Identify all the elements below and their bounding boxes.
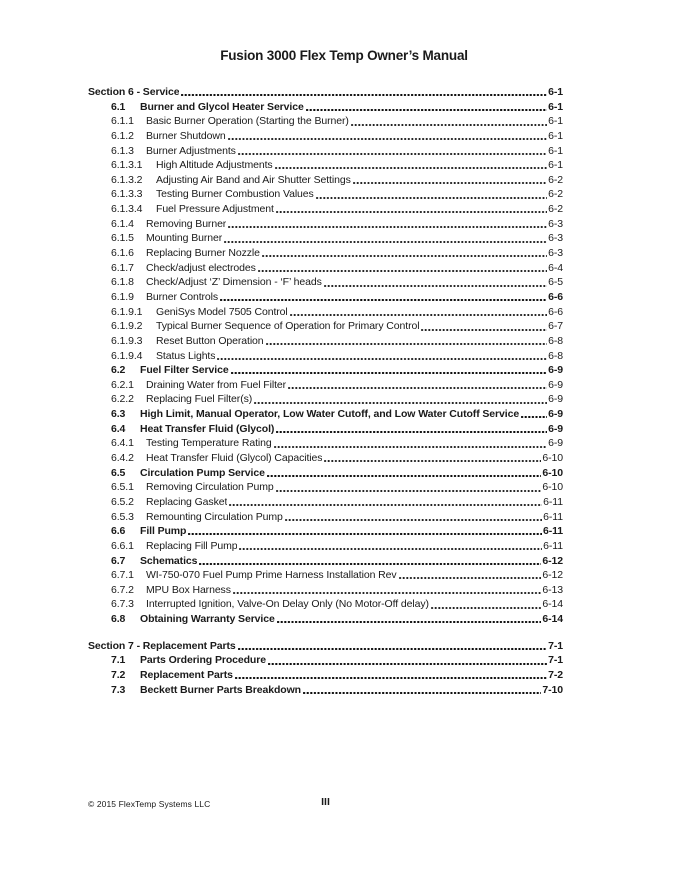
toc-entry-number: 6.1.4: [111, 217, 134, 230]
toc-entry: [88, 568, 563, 583]
toc-entry-page: 6-7: [548, 320, 563, 333]
toc-entry-label: Burner Shutdown: [146, 129, 226, 142]
table-of-contents: [88, 85, 563, 697]
toc-entry-label: Mounting Burner: [146, 232, 223, 245]
toc-entry-page: 6-11: [543, 495, 563, 508]
toc-entry-page: 6-1: [548, 115, 563, 128]
toc-entry-number: 6.5: [111, 466, 126, 479]
document-title: Fusion 3000 Flex Temp Owner’s Manual: [220, 48, 468, 63]
toc-entry-number: 6.1.9.1: [111, 305, 143, 318]
toc-entry-page: 6-1: [548, 129, 563, 142]
toc-entry-page: 6-1: [548, 86, 563, 98]
toc-entry: [88, 407, 563, 422]
toc-leader-dots: [277, 621, 542, 623]
toc-entry: [88, 436, 563, 451]
toc-entry: [88, 510, 563, 525]
toc-entry-number: 6.1.3: [111, 144, 134, 157]
toc-entry: [88, 539, 563, 554]
toc-leader-dots: [353, 182, 547, 184]
toc-entry: [88, 231, 563, 246]
toc-leader-dots: [268, 663, 547, 665]
toc-entry-page: 6-2: [548, 188, 563, 201]
toc-entry-label: Burner Controls: [146, 290, 219, 303]
toc-entry: [88, 451, 563, 466]
toc-entry-label: GeniSys Model 7505 Control: [156, 305, 288, 318]
toc-entry: [88, 554, 563, 569]
toc-entry-number: 6.4.2: [111, 452, 134, 465]
toc-leader-dots: [324, 285, 547, 287]
toc-entry-label: Check/Adjust ‘Z’ Dimension - ‘F’ heads: [146, 276, 322, 289]
toc-entry: [88, 683, 563, 698]
toc-entry-number: 6.1.2: [111, 129, 134, 142]
toc-entry-number: 6.2.2: [111, 393, 134, 406]
toc-entry-number: 6.1.9: [111, 290, 134, 303]
toc-entry-page: 6-12: [542, 554, 563, 567]
toc-entry-number: 6.5.3: [111, 510, 134, 523]
toc-entry-page: 6-1: [548, 144, 563, 157]
toc-entry-label: Section 6 - Service: [88, 86, 180, 98]
toc-leader-dots: [188, 533, 542, 535]
toc-entry-page: 6-2: [548, 173, 563, 186]
toc-entry-label: Circulation Pump Service: [140, 466, 265, 479]
toc-leader-dots: [233, 592, 542, 594]
toc-entry-number: 6.1.1: [111, 115, 134, 128]
toc-entry-number: 6.1.8: [111, 276, 134, 289]
toc-entry-label: High Altitude Adjustments: [156, 159, 273, 172]
toc-entry-label: Burner Adjustments: [146, 144, 236, 157]
toc-entry-page: 6-13: [542, 583, 563, 596]
toc-leader-dots: [224, 241, 547, 243]
toc-leader-dots: [239, 548, 542, 550]
toc-leader-dots: [217, 358, 547, 360]
toc-entry-page: 6-1: [548, 100, 563, 113]
toc-leader-dots: [290, 314, 547, 316]
toc-leader-dots: [288, 387, 547, 389]
toc-entry-number: 6.1.5: [111, 232, 134, 245]
toc-entry-label: Schematics: [140, 554, 198, 567]
toc-entry: [88, 144, 563, 159]
toc-entry-page: 6-10: [542, 452, 563, 465]
toc-entry: [88, 422, 563, 437]
toc-entry-number: 6.8: [111, 613, 126, 626]
toc-entry-label: Removing Burner: [146, 217, 227, 230]
toc-entry-number: 6.7.2: [111, 583, 134, 596]
toc-entry-label: Parts Ordering Procedure: [140, 654, 266, 667]
toc-entry-page: 6-3: [548, 232, 563, 245]
toc-leader-dots: [229, 504, 542, 506]
toc-entry-page: 6-4: [548, 261, 563, 274]
toc-entry-label: Testing Temperature Rating: [146, 437, 272, 450]
toc-entry: [88, 583, 563, 598]
toc-entry-number: 6.1.3.2: [111, 173, 143, 186]
toc-entry: [88, 392, 563, 407]
toc-entry-number: 6.1.9.4: [111, 349, 143, 362]
toc-entry-number: 6.1.7: [111, 261, 134, 274]
toc-leader-dots: [306, 109, 547, 111]
toc-entry-number: 6.2: [111, 364, 126, 377]
toc-entry-page: 6-9: [548, 378, 563, 391]
toc-entry-label: Replacement Parts: [140, 668, 233, 681]
toc-entry: [88, 466, 563, 481]
toc-entry-page: 6-11: [543, 510, 563, 523]
toc-entry-label: Burner and Glycol Heater Service: [140, 100, 304, 113]
toc-entry-label: MPU Box Harness: [146, 583, 231, 596]
toc-entry-page: 7-1: [548, 654, 563, 667]
toc-entry-number: 7.3: [111, 683, 126, 696]
toc-entry-page: 6-3: [548, 247, 563, 260]
toc-entry-number: 6.4.1: [111, 437, 134, 450]
toc-entry: [88, 114, 563, 129]
toc-entry: [88, 363, 563, 378]
toc-entry-page: 6-5: [548, 276, 563, 289]
toc-entry-label: Replacing Fuel Filter(s): [146, 393, 253, 406]
toc-entry: [88, 85, 563, 100]
toc-leader-dots: [276, 431, 547, 433]
toc-entry-label: Interrupted Ignition, Valve-On Delay Only (No Motor-Off delay): [146, 598, 429, 611]
toc-entry-label: Draining Water from Fuel Filter: [146, 378, 287, 391]
toc-entry-page: 6-11: [542, 525, 563, 538]
toc-entry-label: Replacing Fill Pump: [146, 539, 238, 552]
toc-entry-label: Removing Circulation Pump: [146, 481, 274, 494]
toc-leader-dots: [431, 607, 542, 609]
toc-entry-label: Typical Burner Sequence of Operation for Primary Control: [156, 320, 420, 333]
toc-entry: [88, 290, 563, 305]
toc-entry: [88, 217, 563, 232]
toc-entry-number: 6.1.3.1: [111, 159, 143, 172]
toc-entry-page: 7-1: [548, 639, 563, 652]
toc-entry-number: 6.1: [111, 100, 126, 113]
footer-page-number: III: [321, 796, 330, 808]
toc-entry-page: 6-1: [548, 159, 563, 172]
toc-entry: [88, 524, 563, 539]
toc-leader-dots: [199, 563, 541, 565]
toc-entry: [88, 158, 563, 173]
toc-entry-page: 6-11: [543, 539, 563, 552]
toc-entry-label: Heat Transfer Fluid (Glycol) Capacities: [146, 452, 323, 465]
toc-leader-dots: [238, 153, 547, 155]
toc-entry-label: WI-750-070 Fuel Pump Prime Harness Installation Rev: [146, 569, 397, 582]
toc-entry-label: Testing Burner Combustion Values: [156, 188, 314, 201]
toc-leader-dots: [267, 475, 542, 477]
toc-entry-number: 7.1: [111, 654, 126, 667]
toc-entry-number: 6.1.9.3: [111, 334, 143, 347]
toc-entry-label: Heat Transfer Fluid (Glycol): [140, 422, 275, 435]
toc-entry-label: Replacing Gasket: [146, 495, 228, 508]
toc-entry-page: 6-6: [548, 305, 563, 318]
toc-entry-number: 6.7.1: [111, 569, 134, 582]
toc-leader-dots: [228, 138, 547, 140]
toc-entry-page: 6-10: [542, 481, 563, 494]
toc-leader-dots: [254, 402, 547, 404]
toc-entry-page: 6-6: [548, 290, 563, 303]
toc-entry-label: Section 7 - Replacement Parts: [88, 639, 236, 652]
toc-entry: [88, 129, 563, 144]
toc-entry-label: Remounting Circulation Pump: [146, 510, 283, 523]
toc-entry: [88, 480, 563, 495]
toc-entry-page: 6-8: [548, 349, 563, 362]
toc-entry: [88, 668, 563, 683]
toc-entry: [88, 275, 563, 290]
toc-entry-page: 6-9: [548, 408, 563, 421]
toc-leader-dots: [285, 519, 542, 521]
toc-leader-dots: [351, 124, 547, 126]
toc-leader-dots: [238, 648, 547, 650]
toc-entry-number: 6.6.1: [111, 539, 134, 552]
toc-leader-dots: [399, 577, 542, 579]
toc-entry-page: 6-12: [542, 569, 563, 582]
toc-entry-page: 6-9: [548, 393, 563, 406]
toc-leader-dots: [421, 329, 547, 331]
toc-entry-label: Basic Burner Operation (Starting the Burner): [146, 115, 349, 128]
toc-entry-page: 6-10: [542, 466, 563, 479]
toc-entry-number: 6.7: [111, 554, 126, 567]
toc-entry-page: 6-9: [548, 437, 563, 450]
footer-copyright: © 2015 FlexTemp Systems LLC: [88, 799, 211, 809]
toc-entry-number: 6.5.1: [111, 481, 134, 494]
toc-entry: [88, 612, 563, 627]
toc-entry-number: 6.4: [111, 422, 126, 435]
toc-entry-label: Replacing Burner Nozzle: [146, 247, 260, 260]
toc-leader-dots: [235, 677, 547, 679]
toc-entry: [88, 173, 563, 188]
toc-leader-dots: [266, 343, 548, 345]
toc-leader-dots: [231, 372, 548, 374]
toc-entry: [88, 378, 563, 393]
toc-entry-page: 6-9: [548, 364, 563, 377]
toc-entry: [88, 187, 563, 202]
toc-entry-page: 7-10: [542, 683, 563, 696]
toc-leader-dots: [275, 167, 548, 169]
toc-entry-number: 7.2: [111, 668, 126, 681]
toc-entry: [88, 305, 563, 320]
toc-entry-number: 6.3: [111, 408, 126, 421]
toc-entry-number: 6.6: [111, 525, 126, 538]
toc-entry-label: Fuel Filter Service: [140, 364, 229, 377]
toc-entry: [88, 597, 563, 612]
toc-entry-page: 6-3: [548, 217, 563, 230]
toc-entry-page: 6-8: [548, 334, 563, 347]
toc-leader-dots: [521, 416, 547, 418]
toc-entry: [88, 246, 563, 261]
toc-entry-number: 6.1.3.3: [111, 188, 143, 201]
toc-leader-dots: [274, 446, 547, 448]
toc-leader-dots: [228, 226, 547, 228]
toc-entry: [88, 202, 563, 217]
toc-leader-dots: [181, 94, 547, 96]
toc-entry-number: 6.2.1: [111, 378, 134, 391]
toc-entry-label: Adjusting Air Band and Air Shutter Settings: [156, 173, 351, 186]
toc-entry-page: 6-14: [542, 598, 563, 611]
toc-entry: [88, 349, 563, 364]
toc-entry: [88, 653, 563, 668]
toc-entry-page: 6-9: [548, 422, 563, 435]
toc-entry-label: Check/adjust electrodes: [146, 261, 256, 274]
toc-entry-number: 6.1.6: [111, 247, 134, 260]
toc-entry-number: 6.7.3: [111, 598, 134, 611]
toc-entry-page: 7-2: [548, 668, 563, 681]
toc-entry: [88, 495, 563, 510]
toc-leader-dots: [324, 460, 541, 462]
toc-entry-label: Status Lights: [156, 349, 216, 362]
toc-leader-dots: [316, 197, 547, 199]
page-footer: [88, 796, 563, 812]
toc-entry: [88, 639, 563, 654]
toc-entry-page: 6-2: [548, 203, 563, 216]
toc-entry-label: High Limit, Manual Operator, Low Water Cutoff, and Low Water Cutoff Service: [140, 408, 520, 421]
toc-entry-page: 6-14: [542, 613, 563, 626]
toc-leader-dots: [262, 255, 547, 257]
toc-entry-label: Beckett Burner Parts Breakdown: [140, 683, 301, 696]
toc-entry-label: Reset Button Operation: [156, 334, 264, 347]
toc-entry: [88, 319, 563, 334]
toc-entry: [88, 261, 563, 276]
toc-entry: [88, 100, 563, 115]
toc-leader-dots: [276, 490, 542, 492]
toc-entry-number: 6.1.3.4: [111, 203, 143, 216]
toc-entry-label: Fuel Pressure Adjustment: [156, 203, 274, 216]
toc-leader-dots: [276, 211, 547, 213]
toc-entry-label: Obtaining Warranty Service: [140, 613, 275, 626]
toc-entry: [88, 334, 563, 349]
toc-entry-number: 6.5.2: [111, 495, 134, 508]
toc-leader-dots: [303, 692, 541, 694]
toc-leader-dots: [258, 270, 547, 272]
toc-entry-label: Fill Pump: [140, 525, 187, 538]
toc-leader-dots: [220, 299, 547, 301]
toc-entry-number: 6.1.9.2: [111, 320, 143, 333]
